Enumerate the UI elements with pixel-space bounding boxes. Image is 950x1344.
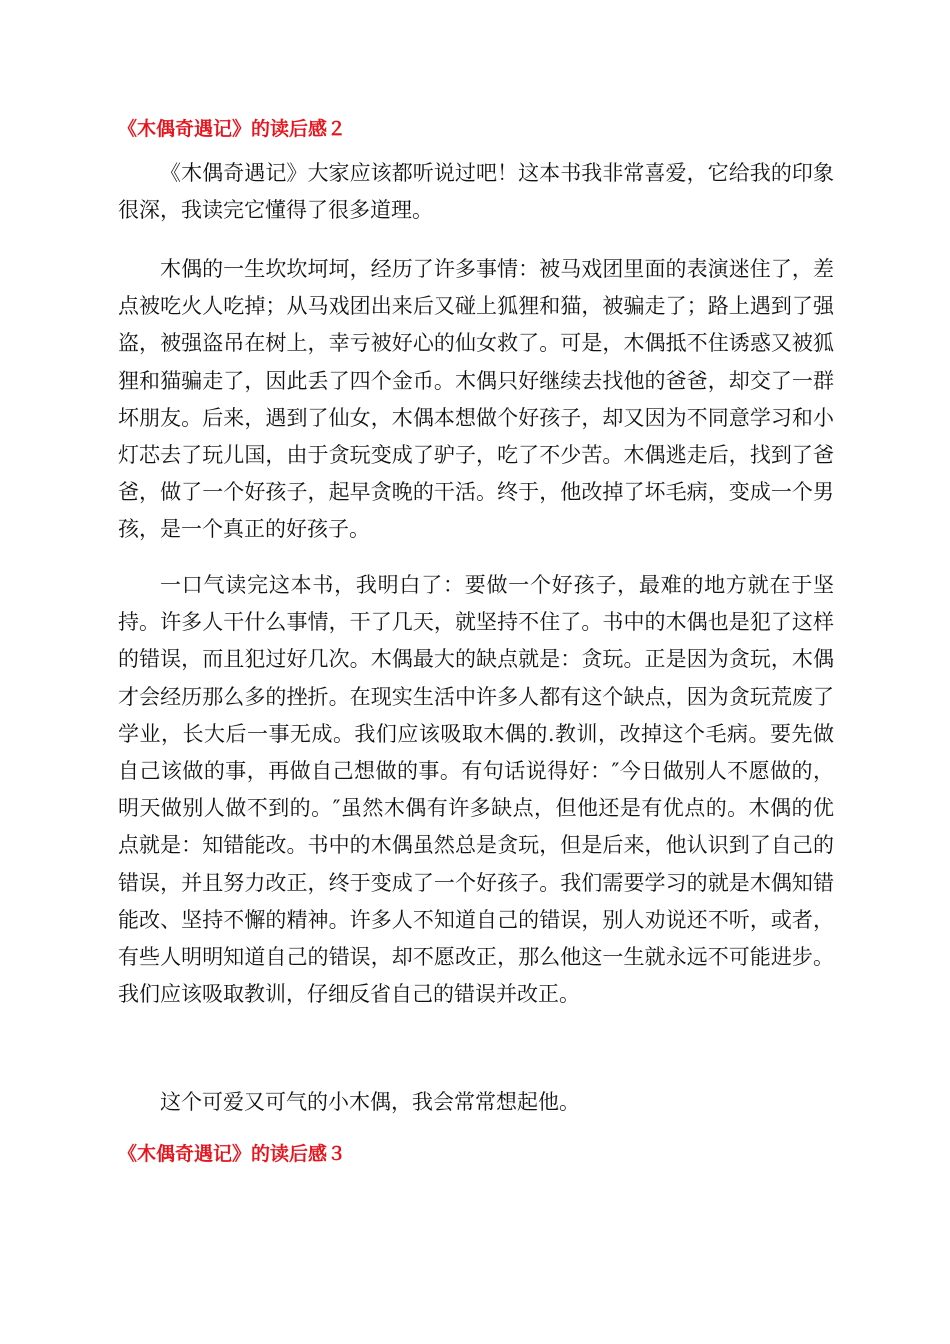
body-paragraph: 木偶的一生坎坎坷坷，经历了许多事情：被马戏团里面的表演迷住了，差点被吃火人吃掉；从马戏团出来后又碰上狐狸和猫，被骗走了；路上遇到了强盗，被强盗吊在树上，幸亏被好心的仙女救了。可是，木偶抵不住诱惑又被狐狸和猫骗走了，因此丢了四个金币。木偶只好继续去找他的爸爸，却交了一群坏朋友。后来，遇到了仙女，木偶本想做个好孩子，却又因为不同意学习和小灯芯去了玩儿国，由于贪玩变成了驴子，吃了不少苦。木偶逃走后，找到了爸爸，做了一个好孩子，起早贪晚的干活。终于，他改掉了坏毛病，变成一个男孩，是一个真正的好孩子。 xyxy=(118,257,834,542)
body-paragraph: 这个可爱又可气的小木偶，我会常常想起他。 xyxy=(160,1090,580,1114)
section-heading: 《木偶奇遇记》的读后感３ xyxy=(118,1143,347,1165)
body-paragraph: 一口气读完这本书，我明白了：要做一个好孩子，最难的地方就在于坚持。许多人干什么事情，干了几天，就坚持不住了。书中的木偶也是犯了这样的错误，而且犯过好几次。木偶最大的缺点就是：贪玩。正是因为贪玩，木偶才会经历那么多的挫折。在现实生活中许多人都有这个缺点，因为贪玩荒废了学业，长大后一事无成。我们应该吸取木偶的.教训，改掉这个毛病。要先做自己该做的事，再做自己想做的事。有句话说得好：″今日做别人不愿做的，明天做别人做不到的。″虽然木偶有许多缺点，但他还是有优点的。木偶的优点就是：知错能改。书中的木偶虽然总是贪玩，但是后来，他认识到了自己的错误，并且努力改正，终于变成了一个好孩子。我们需要学习的就是木偶知错能改、坚持不懈的精神。许多人不知道自己的错误，别人劝说还不听，或者，有些人明明知道自己的错误，却不愿改正，那么他这一生就永远不可能进步。我们应该吸取教训，仔细反省自己的错误并改正。 xyxy=(118,573,834,1007)
section-heading: 《木偶奇遇记》的读后感２ xyxy=(118,118,347,140)
body-paragraph: 《木偶奇遇记》大家应该都听说过吧！这本书我非常喜爱，它给我的印象很深，我读完它懂得了很多道理。 xyxy=(118,161,834,223)
